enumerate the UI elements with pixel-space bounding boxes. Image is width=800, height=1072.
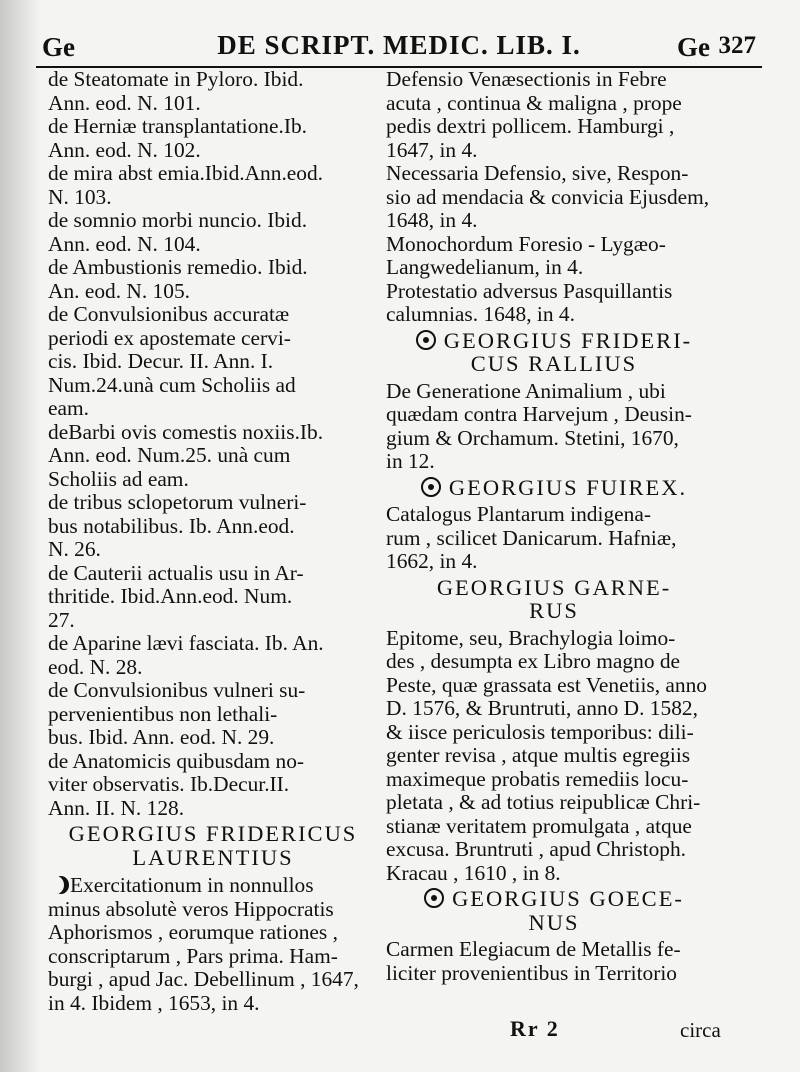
entry-line: Scholiis ad eam. (48, 466, 189, 491)
author-name-line: GEORGIUS FRIDERICUS (68, 821, 358, 846)
catchword: circa (680, 1018, 721, 1042)
entry-line: de Herniæ transplantatione.Ib. (48, 114, 307, 138)
bibliography-entry (48, 750, 378, 821)
entry-line: burgi , apud Jac. Debellinum , 1647, (48, 967, 359, 991)
entry-line: 1648, in 4. (386, 208, 478, 232)
entry-line: bus notabilibus. Ib. Ann.eod. (48, 513, 295, 538)
author-name-text: GEORGIUS GOECE- (452, 886, 684, 911)
entry-line: Num.24.unà cum Scholiis ad (48, 372, 296, 397)
author-heading (386, 887, 722, 934)
bibliography-entry (386, 233, 722, 280)
running-header (36, 28, 762, 68)
entry-line: in 12. (386, 449, 435, 473)
entry-line: An. eod. N. 105. (48, 278, 190, 303)
entry-line: Ann. eod. N. 102. (48, 137, 201, 162)
author-name-line: LAURENTIUS (132, 844, 294, 870)
author-name-text: GEORGIUS FRIDERI- (443, 327, 693, 353)
entry-line: viter observatis. Ib.Decur.II. (48, 772, 290, 796)
entry-line: de Anatomicis quibusdam no- (48, 748, 305, 773)
entry-line: stianæ veritatem promulgata , atque (386, 813, 692, 838)
entry-line: & iisce periculosis temporibus: dili- (386, 719, 694, 744)
bibliography-entry (48, 562, 378, 633)
entry-line: calumnias. 1648, in 4. (386, 302, 575, 326)
bibliography-entry (48, 68, 378, 115)
sun-symbol-icon (416, 330, 436, 350)
entry-line: Catalogus Plantarum indigena- (386, 502, 651, 526)
entry-line: de Convulsionibus vulneri su- (48, 678, 306, 702)
entry-line: des , desumpta ex Libro magno de (386, 649, 681, 673)
header-catch-right: Ge (677, 32, 710, 62)
entry-line: deBarbi ovis comestis noxiis.Ib. (48, 419, 324, 444)
header-catch-left: Ge (42, 32, 75, 62)
entry-line: maximeque probatis remediis locu- (386, 766, 689, 791)
entry-line: de Aparine lævi fasciata. Ib. An. (48, 631, 324, 655)
entry-line: de tribus sclopetorum vulneri- (48, 490, 307, 514)
entry-line: cis. Ibid. Decur. II. Ann. I. (48, 349, 274, 373)
entry-line: de mira abst emia.Ibid.Ann.eod. (48, 161, 324, 185)
entry-line: Necessaria Defensio, sive, Respon- (386, 161, 689, 185)
entry-line: N. 103. (48, 184, 112, 209)
entry-line: De Generatione Animalium , ubi (386, 378, 666, 403)
entry-line: minus absolutè veros Hippocratis (48, 896, 334, 921)
entry-line: Langwedelianum, in 4. (386, 255, 584, 279)
entry-line: Aphorismos , eorumque rationes , (48, 920, 338, 944)
entry-line: rum , scilicet Danicarum. Hafniæ, (386, 525, 677, 550)
bibliography-entry (386, 280, 722, 327)
entry-line: liciter provenientibus in Territorio (386, 960, 677, 985)
bibliography-entry (48, 115, 378, 162)
author-name-line: RUS (529, 598, 579, 623)
signature-mark: Rr 2 (510, 1016, 560, 1041)
entry-line: 1662, in 4. (386, 549, 478, 573)
entry-line: Protestatio adversus Pasquillantis (386, 278, 673, 303)
entry-line: genter revisa , atque multis egregiis (386, 743, 691, 767)
entry-line: de somnio morbi nuncio. Ibid. (48, 208, 308, 232)
author-heading (386, 576, 722, 623)
entry-line: thritide. Ibid.Ann.eod. Num. (48, 584, 293, 608)
entry-text: Exercitationum in nonnullos (70, 873, 314, 897)
entry-line: D. 1576, & Bruntruti, anno D. 1582, (386, 696, 698, 720)
entry-line: eam. (48, 396, 89, 420)
entry-line: pedis dextri pollicem. Hamburgi , (386, 114, 675, 138)
entry-line: Ann. II. N. 128. (48, 795, 185, 820)
bibliography-entry (386, 162, 722, 233)
entry-line: 1647, in 4. (386, 137, 478, 162)
bibliography-entry (386, 380, 722, 474)
bibliography-entry (386, 503, 722, 574)
bibliography-entry (48, 679, 378, 750)
entry-line: N. 26. (48, 537, 101, 561)
page-number: 327 (718, 32, 756, 59)
bibliography-entry (48, 632, 378, 679)
right-column (386, 68, 722, 985)
entry-line: eod. N. 28. (48, 654, 143, 679)
entry-line: Monochordum Foresio - Lygæo- (386, 231, 666, 256)
entry-line: Ann. eod. N. 104. (48, 231, 201, 256)
bibliography-entry (48, 162, 378, 209)
entry-line: in 4. Ibidem , 1653, in 4. (48, 990, 260, 1015)
entry-line: quædam contra Harvejum , Deusin- (386, 402, 692, 426)
bibliography-entry (48, 256, 378, 303)
entry-line: acuta , continua & maligna , prope (386, 90, 682, 115)
author-heading (386, 329, 722, 376)
entry-line: de Convulsionibus accuratæ (48, 302, 290, 326)
author-name-line: NUS (528, 909, 580, 935)
sun-symbol-icon (424, 888, 444, 908)
author-name-line (386, 887, 722, 911)
entry-line: periodi ex apostemate cervi- (48, 325, 291, 350)
sun-symbol-icon (421, 477, 441, 497)
bibliography-entry (386, 627, 722, 886)
bibliography-entry (386, 938, 722, 985)
author-heading (48, 822, 378, 869)
entry-line: Carmen Elegiacum de Metallis fe- (386, 937, 681, 961)
entry-line: bus. Ibid. Ann. eod. N. 29. (48, 725, 275, 749)
entry-line: de Steatomate in Pyloro. Ibid. (48, 67, 304, 91)
author-name-line (386, 329, 722, 353)
entry-line: Kracau , 1610 , in 8. (386, 860, 561, 885)
bibliography-entry (48, 491, 378, 562)
author-name-line (386, 476, 722, 500)
bibliography-entry (386, 68, 722, 162)
entry-line: excusa. Bruntruti , apud Christoph. (386, 837, 687, 861)
entry-line: Epitome, seu, Brachylogia loimo- (386, 625, 676, 650)
left-column (48, 68, 378, 1015)
entry-line: conscriptarum , Pars prima. Ham- (48, 943, 338, 968)
entry-line (70, 873, 378, 898)
bibliography-entry (48, 873, 378, 1015)
entry-line: Ann. eod. Num.25. unà cum (48, 443, 291, 467)
entry-line: gium & Orchamum. Stetini, 1670, (386, 425, 679, 450)
author-name-line: GEORGIUS GARNE- (436, 574, 672, 600)
entry-line: pletata , & ad totius reipublicæ Chri- (386, 790, 701, 814)
author-name-text: GEORGIUS FUIREX. (448, 474, 688, 500)
entry-line: Defensio Venæsectionis in Febre (386, 67, 667, 91)
entry-line: sio ad mendacia & convicia Ejusdem, (386, 184, 710, 209)
crescent-moon-icon (48, 876, 62, 894)
running-title: DE SCRIPT. MEDIC. LIB. I. (217, 30, 581, 60)
entry-line: de Ambustionis remedio. Ibid. (48, 255, 308, 279)
author-heading (386, 476, 722, 500)
bibliography-entry (48, 209, 378, 256)
entry-line: Ann. eod. N. 101. (48, 90, 201, 115)
bibliography-entry (48, 421, 378, 492)
entry-line: pervenientibus non lethali- (48, 701, 278, 726)
bibliography-entry (48, 303, 378, 421)
entry-line: 27. (48, 607, 75, 632)
entry-line: de Cauterii actualis usu in Ar- (48, 560, 304, 585)
entry-line: Peste, quæ grassata est Venetiis, anno (386, 672, 708, 697)
author-name-line: CUS RALLIUS (470, 351, 638, 376)
